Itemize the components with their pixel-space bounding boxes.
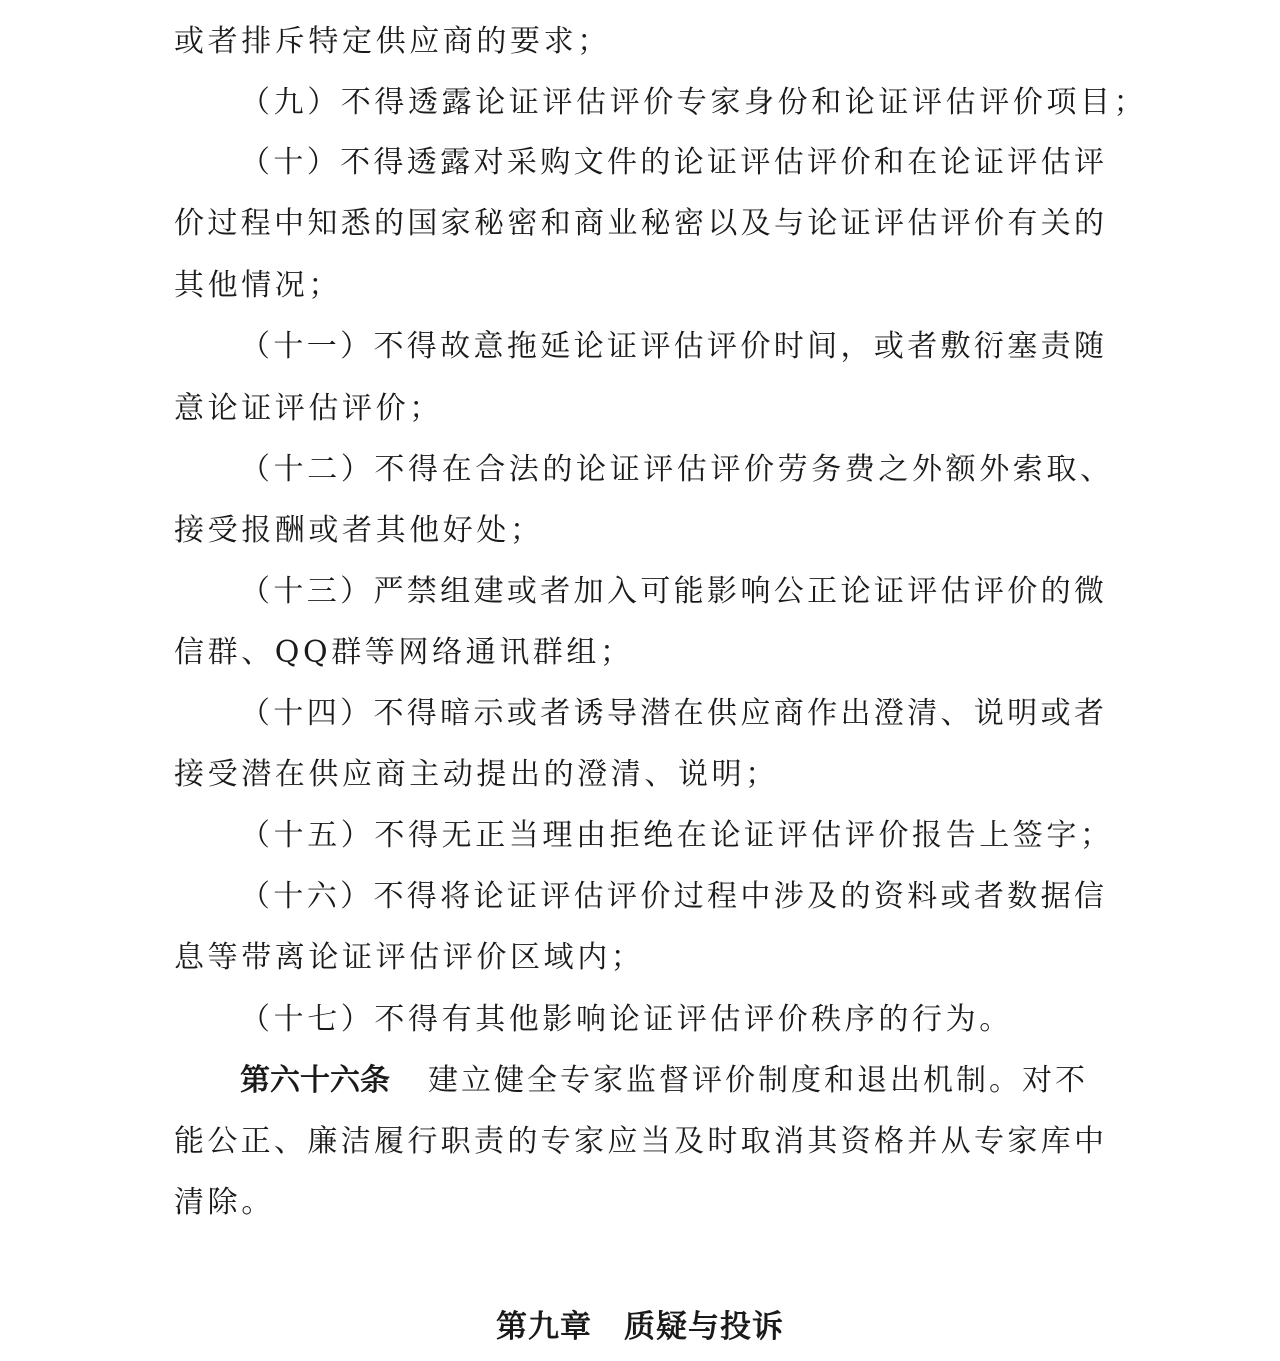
- article-66-text: 建立健全专家监督评价制度和退出机制。对不: [428, 1063, 1088, 1098]
- article-66-line-1: [240, 1056, 1104, 1106]
- item-15: （十五）不得无正当理由拒绝在论证评估评价报告上签字；: [240, 818, 1114, 853]
- item-16-line-1: （十六）不得将论证评估评价过程中涉及的资料或者数据信: [240, 879, 1104, 914]
- article-number: 第六十六条: [240, 1063, 390, 1098]
- item-10-line-3: 其他情况；: [174, 268, 342, 303]
- item-10-line-1: （十）不得透露对采购文件的论证评估评价和在论证评估评: [240, 145, 1104, 180]
- item-17: （十七）不得有其他影响论证评估评价秩序的行为。: [240, 1002, 1013, 1037]
- article-66-line-2: 能公正、廉洁履行职责的专家应当及时取消其资格并从专家库中: [174, 1124, 1104, 1159]
- article-66-line-3: 清除。: [174, 1185, 275, 1220]
- item-16-line-2: 息等带离论证评估评价区域内；: [174, 940, 645, 975]
- item-9: （九）不得透露论证评估评价专家身份和论证评估评价项目；: [240, 85, 1148, 120]
- item-12-line-2: 接受报酬或者其他好处；: [174, 513, 544, 548]
- item-11-line-2: 意论证评估评价；: [174, 391, 443, 426]
- item-10-line-2: 价过程中知悉的国家秘密和商业秘密以及与论证评估评价有关的: [174, 206, 1104, 241]
- chapter-heading: 第九章 质疑与投诉: [496, 1309, 784, 1345]
- item-14-line-2: 接受潜在供应商主动提出的澄清、说明；: [174, 757, 779, 792]
- item-14-line-1: （十四）不得暗示或者诱导潜在供应商作出澄清、说明或者: [240, 696, 1104, 731]
- item-13-line-2: 信群、QQ群等网络通讯群组；: [174, 635, 634, 670]
- item-11-line-1: （十一）不得故意拖延论证评估评价时间，或者敷衍塞责随: [240, 329, 1104, 364]
- item-13-line-1: （十三）严禁组建或者加入可能影响公正论证评估评价的微: [240, 574, 1104, 609]
- item-12-line-1: （十二）不得在合法的论证评估评价劳务费之外额外索取、: [240, 452, 1114, 487]
- text-line: 或者排斥特定供应商的要求；: [174, 24, 611, 59]
